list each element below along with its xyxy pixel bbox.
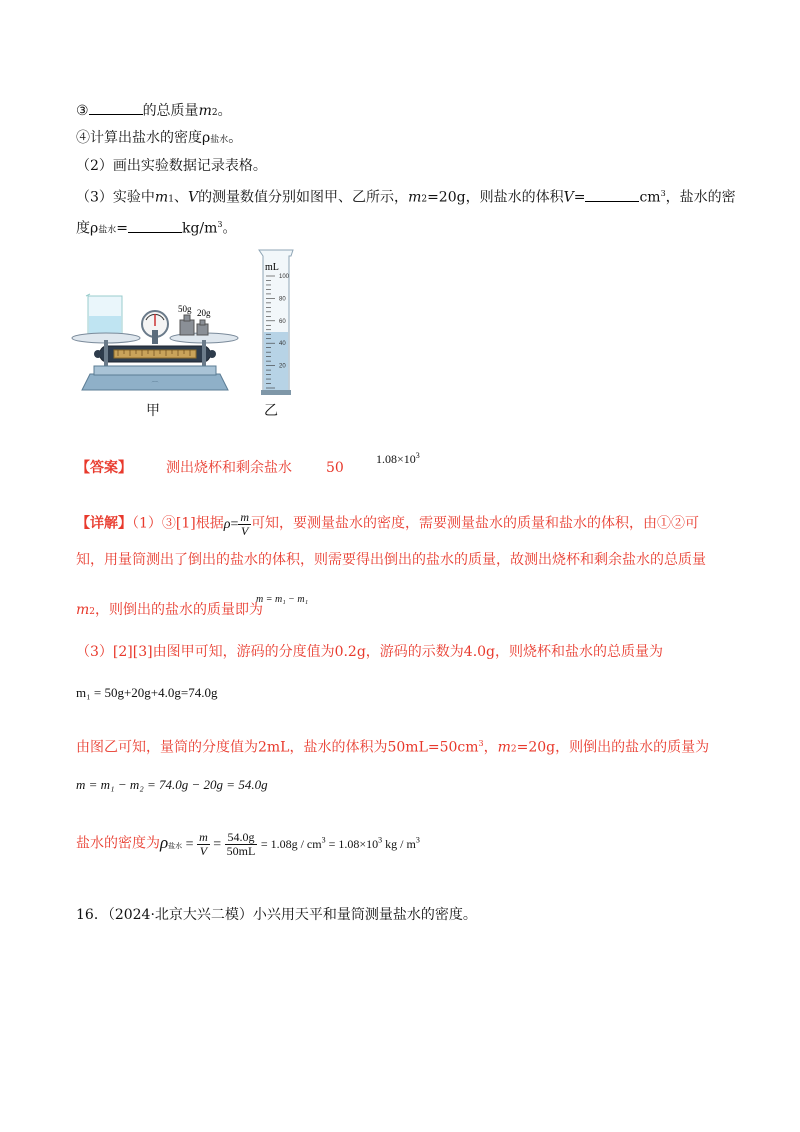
detail-line3: m2，则倒出的盐水的质量即为	[76, 602, 264, 618]
step4-line: ④计算出盐水的密度ρ盐水。	[76, 130, 243, 146]
eq-m: m = m₁ − m₂ = 74.0g − 20g = 54.0g	[76, 777, 268, 792]
density-blank	[128, 220, 182, 233]
cylinder-tick-label: 80	[279, 296, 286, 303]
answer-blank	[89, 102, 143, 115]
detail-line4: （3）[2][3]由图甲可知，游码的分度值为0.2g，游码的示数为4.0g，则烧杯和盐水的总质量为	[76, 644, 664, 660]
step3-line: ③ 的总质量m2。	[76, 103, 232, 119]
answer-3: $1.08\times 10^3$	[376, 451, 420, 466]
formula-m: m = m₁ − m₁	[256, 594, 309, 605]
detail-line6: 盐水的密度为ρ盐水 = $\frac{m}{V}$ = $\frac{54.0g}{50mL}$ = $1.08g / cm^3 = 1.08\times 10^3$ kg / $m^3$	[76, 829, 420, 858]
detail-line2: 知，用量筒测出了倒出的盐水的体积，则需要得出倒出的盐水的质量，故测出烧杯和剩余盐水的总质量	[76, 552, 706, 568]
cylinder-unit-label: mL	[265, 262, 279, 273]
weight-50g-icon	[180, 315, 194, 335]
q2-line: （2）画出实验数据记录表格。	[76, 158, 267, 174]
cylinder-tick-label: 100	[279, 274, 290, 280]
cylinder-tick-label: 20	[279, 363, 286, 370]
detail-line1: 【详解】（1）③[1]根据ρ= $\frac{m}{V}$ 可知，要测量盐水的密度，需要测量盐水的质量和盐水的体积，由①②可	[76, 510, 700, 538]
svg-text:⌒: ⌒	[151, 382, 159, 389]
next-question: 16．（2024·北京大兴二模）小兴用天平和量筒测量盐水的密度。	[76, 907, 477, 923]
beaker-icon	[86, 294, 122, 336]
balance-figure	[70, 290, 240, 400]
cylinder-tick-label: 40	[279, 341, 286, 348]
answer-label: 【答案】	[76, 460, 132, 476]
volume-blank	[585, 189, 639, 202]
q3-line1: （3）实验中m1、V的测量数值分别如图甲、乙所示，m2=20g，则盐水的体积$V= cm^3$，盐水的密	[76, 189, 736, 206]
label-yi: 乙	[264, 403, 278, 419]
cylinder-figure	[255, 248, 300, 398]
label-jia: 甲	[146, 403, 160, 419]
cylinder-tick-label: 60	[279, 318, 286, 325]
weight-50g-label: 50g	[178, 304, 192, 314]
eq-m1: m₁ = 50g+20g+4.0g=74.0g	[76, 685, 218, 700]
answer-2: 50	[326, 460, 344, 476]
weight-20g-label: 20g	[197, 308, 211, 318]
answer-1: 测出烧杯和剩余盐水	[166, 460, 292, 476]
q3-line2: 度ρ盐水= $kg/m^3$。	[76, 220, 237, 237]
detail-line5: 由图乙可知，量筒的分度值为2mL，盐水的体积为$50mL=50cm^3$，m2=20g，则倒出的盐水的质量为	[76, 739, 710, 756]
weight-20g-icon	[197, 320, 208, 335]
dial-icon	[142, 311, 168, 344]
